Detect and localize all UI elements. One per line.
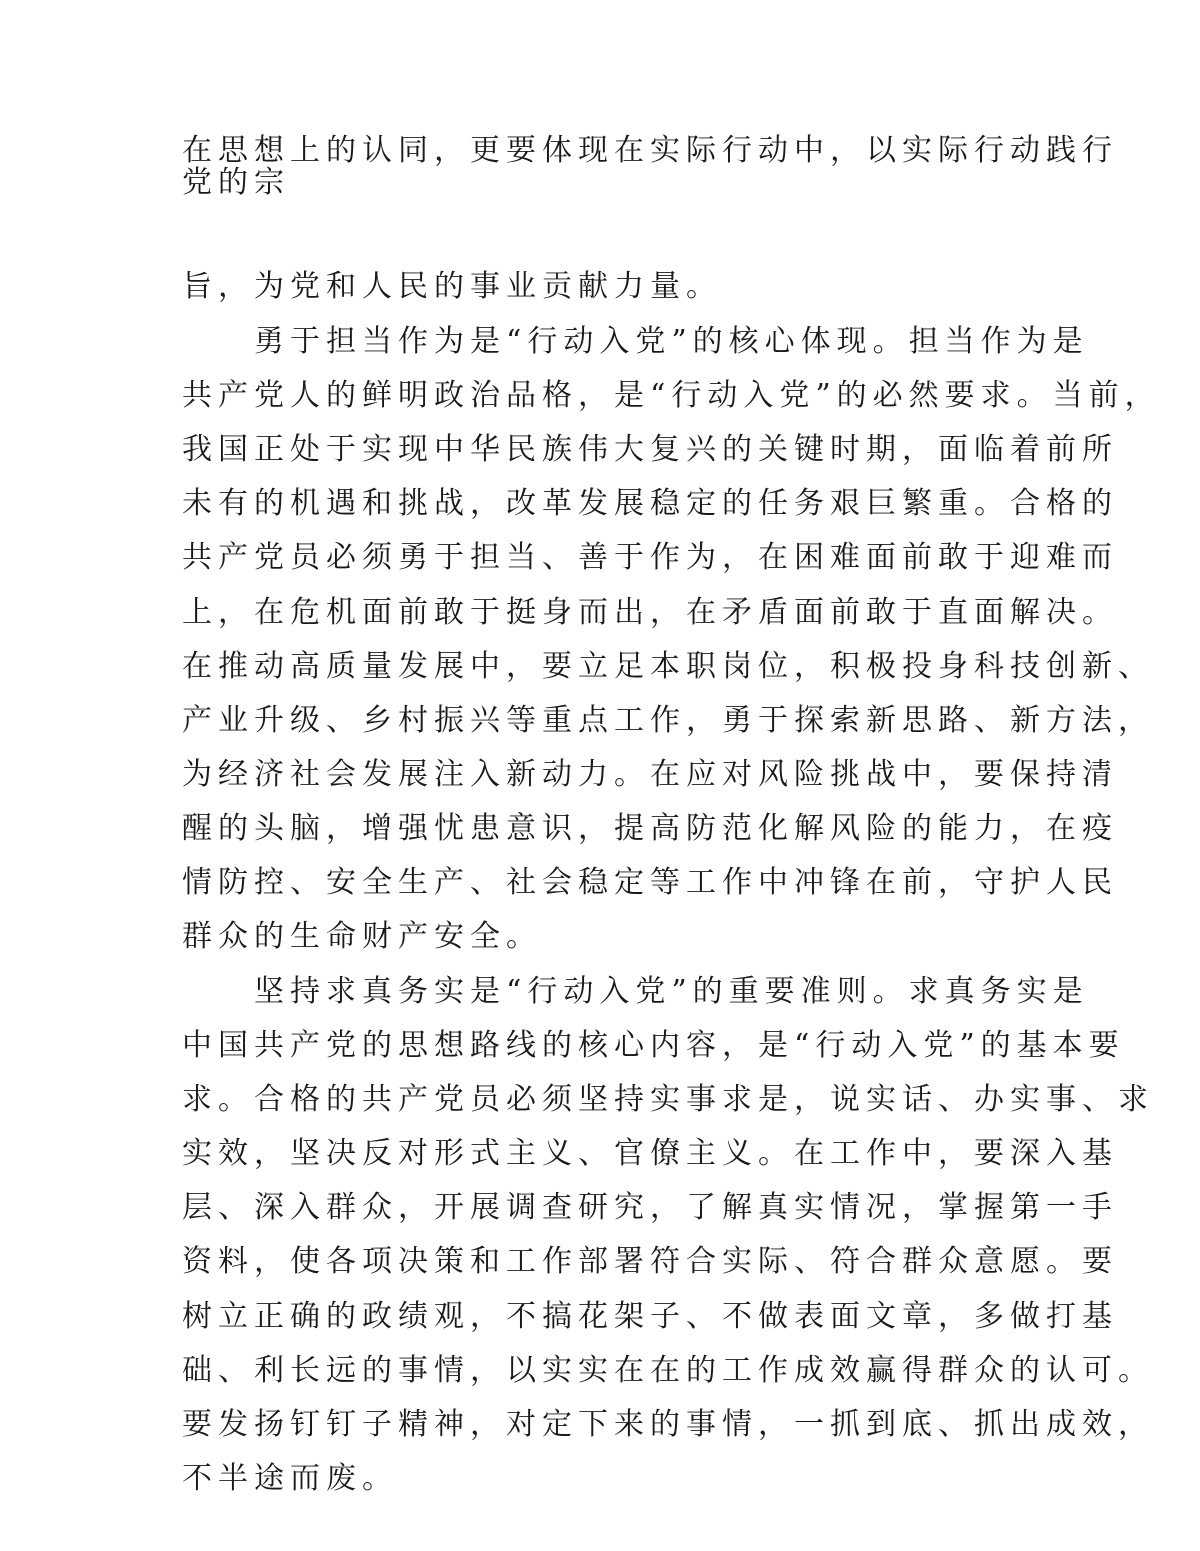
text-line: 共产党人的鲜明政治品格，是“行动入党”的必然要求。当前， xyxy=(182,378,1161,413)
text-line: 旨，为党和人民的事业贡献力量。 xyxy=(182,269,722,304)
text-line: 坚持求真务实是“行动入党”的重要准则。求真务实是 xyxy=(182,974,1089,1009)
text-line: 上，在危机面前敢于挺身而出，在矛盾面前敢于直面解决。 xyxy=(182,595,1118,630)
text-line: 我国正处于实现中华民族伟大复兴的关键时期，面临着前所 xyxy=(182,432,1118,467)
text-line: 为经济社会发展注入新动力。在应对风险挑战中，要保持清 xyxy=(182,757,1118,792)
text-line: 情防控、安全生产、社会稳定等工作中冲锋在前，守护人民 xyxy=(182,865,1118,900)
text-line: 勇于担当作为是“行动入党”的核心体现。担当作为是 xyxy=(182,324,1089,359)
text-line: 产业升级、乡村振兴等重点工作，勇于探索新思路、新方法， xyxy=(182,703,1154,738)
text-line: 在推动高质量发展中，要立足本职岗位，积极投身科技创新、 xyxy=(182,649,1154,684)
text-line: 不半途而废。 xyxy=(182,1461,398,1496)
text-line: 中国共产党的思想路线的核心内容，是“行动入党”的基本要 xyxy=(182,1028,1125,1063)
text-line: 群众的生命财产安全。 xyxy=(182,919,542,954)
text-line: 醒的头脑，增强忧患意识，提高防范化解风险的能力，在疫 xyxy=(182,811,1118,846)
text-line: 共产党员必须勇于担当、善于作为，在困难面前敢于迎难而 xyxy=(182,540,1118,575)
text-line: 未有的机遇和挑战，改革发展稳定的任务艰巨繁重。合格的 xyxy=(182,486,1118,521)
text-line: 在思想上的认同，更要体现在实际行动中，以实际行动践行 xyxy=(182,133,1118,168)
text-line: 层、深入群众，开展调查研究，了解真实情况，掌握第一手 xyxy=(182,1190,1118,1225)
text-line: 树立正确的政绩观，不搞花架子、不做表面文章，多做打基 xyxy=(182,1299,1118,1334)
text-line: 要发扬钉钉子精神，对定下来的事情，一抓到底、抓出成效， xyxy=(182,1407,1154,1442)
text-line: 求。合格的共产党员必须坚持实事求是，说实话、办实事、求 xyxy=(182,1082,1154,1117)
text-line: 实效，坚决反对形式主义、官僚主义。在工作中，要深入基 xyxy=(182,1136,1118,1171)
text-line: 础、利长远的事情，以实实在在的工作成效赢得群众的认可。 xyxy=(182,1353,1154,1388)
text-line: 党的宗 xyxy=(182,165,290,200)
text-line: 资料，使各项决策和工作部署符合实际、符合群众意愿。要 xyxy=(182,1244,1118,1279)
